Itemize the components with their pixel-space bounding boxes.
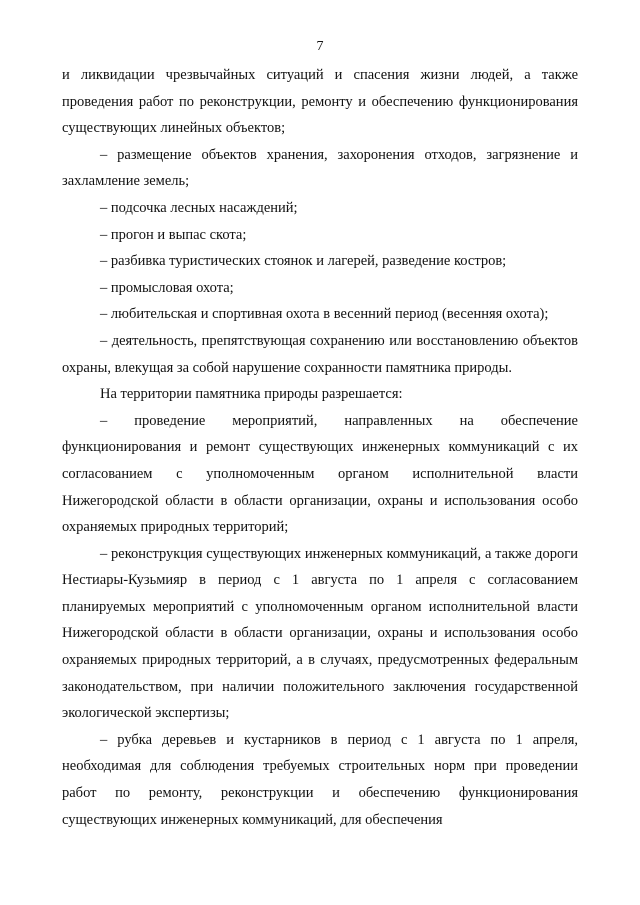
list-item-commercial-hunting: – промысловая охота;: [100, 279, 234, 296]
paragraph-continuation: и ликвидации чрезвычайных ситуаций и спасения жизни людей, а также проведения работ по реконструкции, ремонту и обеспечению функционирования существующих линейных объектов;: [62, 67, 578, 137]
list-item-camping: – разбивка туристических стоянок и лагерей, разведение костров;: [100, 253, 507, 270]
list-item-tapping: – подсочка лесных насаждений;: [100, 199, 298, 216]
permitted-heading: На территории памятника природы разрешается:: [100, 386, 403, 403]
document-body: [62, 62, 578, 833]
list-item-reconstruction: – реконструкция существующих инженерных коммуникаций, а также дороги Нестиары-Кузьмияр в период с 1 августа по 1 апреля с согласованием планируемых мероприятий с уполномоченным органом исполнительной власти Нижегородской области в области организации, охраны и использования особо охраняемых природных территорий, а в случаях, предусмотренных федеральным законодательством, при наличии положительного заключения государственной экологической экспертизы;: [62, 545, 578, 722]
list-item-utilities-maintenance: – проведение мероприятий, направленных на обеспечение функционирования и ремонт существующих инженерных коммуникаций с их согласованием с уполномоченным органом исполнительной власти Нижегородской области в области организации, охраны и использования особо охраняемых природных территорий;: [62, 412, 578, 536]
list-item-spring-hunting: – любительская и спортивная охота в весенний период (весенняя охота);: [100, 306, 549, 323]
list-item-harmful-activity: – деятельность, препятствующая сохранению или восстановлению объектов охраны, влекущая за собой нарушение сохранности памятника природы.: [62, 332, 578, 376]
list-item-tree-felling: – рубка деревьев и кустарников в период с 1 августа по 1 апреля, необходимая для соблюдения требуемых строительных норм при проведении работ по ремонту, реконструкции и обеспечению функционирования существующих инженерных коммуникаций, для обеспечения: [62, 731, 578, 828]
list-item-waste-placement: – размещение объектов хранения, захоронения отходов, загрязнение и захламление земель;: [62, 146, 578, 190]
page-number: 7: [316, 39, 324, 54]
list-item-grazing: – прогон и выпас скота;: [100, 226, 247, 243]
